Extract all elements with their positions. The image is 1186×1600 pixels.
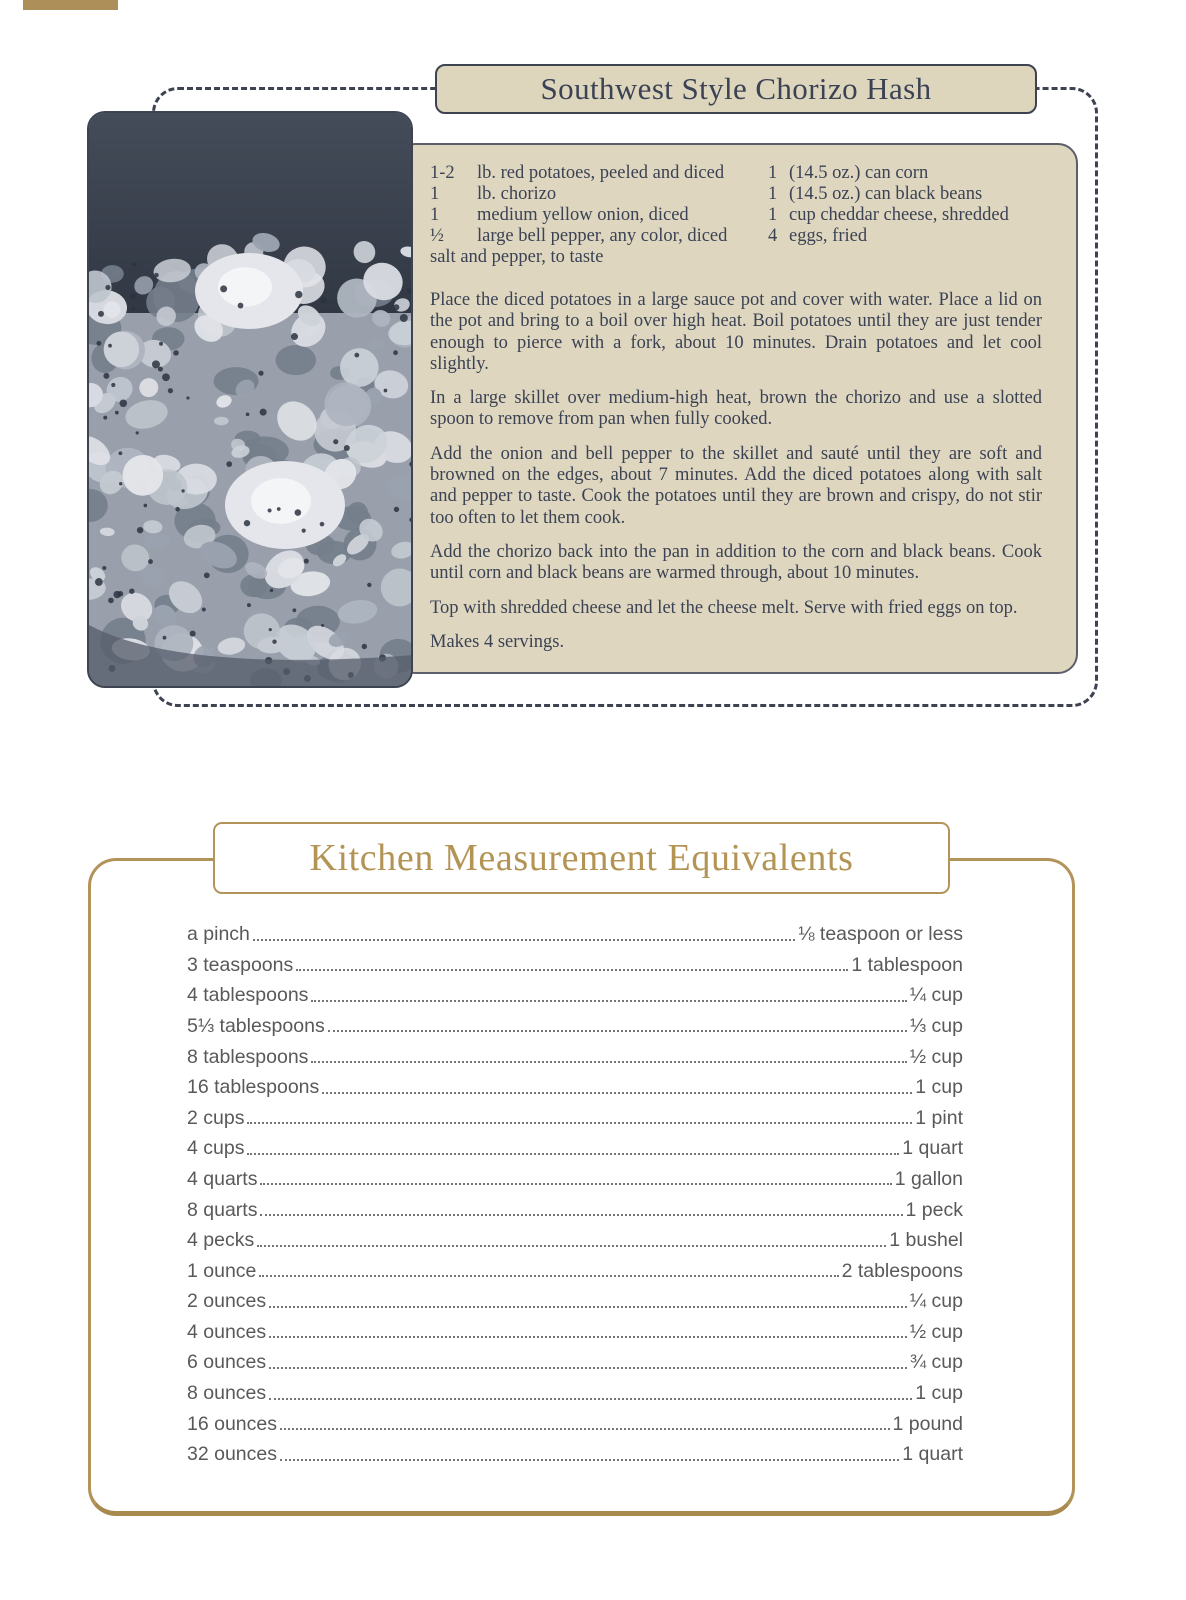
recipe-panel bbox=[395, 143, 1078, 674]
measurement-from: 6 ounces bbox=[187, 1351, 267, 1374]
measurement-row bbox=[187, 915, 963, 946]
measurement-to: 1 bushel bbox=[889, 1229, 963, 1252]
measurement-to: 2 tablespoons bbox=[841, 1259, 963, 1282]
measurement-to: 1 tablespoon bbox=[851, 953, 963, 976]
ingredient-qty: 1 bbox=[768, 205, 778, 225]
measurement-to: 1 peck bbox=[905, 1198, 963, 1221]
measurement-to: ½ cup bbox=[909, 1045, 963, 1068]
measurement-to: 1 pint bbox=[915, 1106, 963, 1129]
dot-leader bbox=[311, 1061, 906, 1063]
ingredient-item bbox=[768, 226, 1042, 247]
measurement-row bbox=[187, 1129, 963, 1160]
measurement-row bbox=[187, 1374, 963, 1405]
ingredient-qty: 1 bbox=[430, 184, 440, 204]
measurement-from: 2 cups bbox=[187, 1106, 245, 1129]
measurement-row bbox=[187, 1313, 963, 1344]
corner-accent-bar bbox=[23, 0, 118, 10]
measurement-to: 1 cup bbox=[915, 1382, 963, 1405]
measurement-to: 1 cup bbox=[915, 1076, 963, 1099]
measurement-from: 5⅓ tablespoons bbox=[187, 1014, 325, 1037]
ingredient-qty: 1 bbox=[768, 163, 778, 183]
recipe-title-box bbox=[435, 64, 1037, 114]
measurement-from: 2 ounces bbox=[187, 1290, 267, 1313]
measurement-from: 4 pecks bbox=[187, 1229, 255, 1252]
recipe-title: Southwest Style Chorizo Hash bbox=[540, 71, 932, 106]
ingredient-item bbox=[430, 163, 768, 184]
measurement-row bbox=[187, 1068, 963, 1099]
ingredient-qty: 1-2 bbox=[430, 163, 455, 183]
measurement-from: 8 tablespoons bbox=[187, 1045, 309, 1068]
ingredient-text: (14.5 oz.) can corn bbox=[789, 163, 929, 183]
recipe-photo-svg bbox=[89, 113, 413, 688]
measurement-to: ¾ cup bbox=[909, 1351, 963, 1374]
measurement-to: 1 quart bbox=[902, 1137, 963, 1160]
measurement-row bbox=[187, 1099, 963, 1130]
measurement-from: 4 cups bbox=[187, 1137, 245, 1160]
dot-leader bbox=[269, 1398, 912, 1400]
measurement-from: 8 ounces bbox=[187, 1382, 267, 1405]
measurement-to: 1 pound bbox=[892, 1412, 963, 1435]
dot-leader bbox=[247, 1122, 912, 1124]
dot-leader bbox=[296, 969, 848, 971]
ingredient-list bbox=[430, 163, 1042, 268]
ingredient-text: large bell pepper, any color, diced bbox=[477, 226, 728, 246]
dot-leader bbox=[269, 1336, 907, 1338]
dot-leader bbox=[260, 1214, 902, 1216]
recipe-step: Place the diced potatoes in a large sauce pot and cover with water. Place a lid on the pot and bring to a boil over high heat. Boil potatoes until they are just tender enough to pierce with a fork, about 10 minutes. Drain potatoes and let cool slightly. bbox=[430, 290, 1042, 374]
measurement-row bbox=[187, 1190, 963, 1221]
ingredient-item bbox=[430, 226, 768, 247]
measurement-to: ⅛ teaspoon or less bbox=[798, 923, 963, 946]
ingredient-qty: 4 bbox=[768, 226, 778, 246]
measurement-row bbox=[187, 1007, 963, 1038]
measurement-title: Kitchen Measurement Equivalents bbox=[309, 837, 854, 879]
measurement-to: ⅓ cup bbox=[909, 1014, 963, 1037]
ingredients-left bbox=[430, 163, 768, 268]
ingredient-item bbox=[768, 205, 1042, 226]
ingredient-text: lb. red potatoes, peeled and diced bbox=[477, 163, 725, 183]
measurement-to: 1 gallon bbox=[894, 1167, 963, 1190]
ingredient-qty: 1 bbox=[430, 205, 440, 225]
measurement-to: ¼ cup bbox=[909, 1290, 963, 1313]
recipe-step: Makes 4 servings. bbox=[430, 631, 565, 652]
measurement-title-box bbox=[213, 822, 950, 894]
measurement-row bbox=[187, 1435, 963, 1466]
ingredient-item bbox=[768, 184, 1042, 205]
measurement-from: 16 tablespoons bbox=[187, 1076, 320, 1099]
ingredient-qty: 1 bbox=[768, 184, 778, 204]
ingredients-right bbox=[768, 163, 1042, 268]
measurement-from: 8 quarts bbox=[187, 1198, 258, 1221]
ingredient-text: salt and pepper, to taste bbox=[430, 247, 604, 267]
measurement-from: 32 ounces bbox=[187, 1443, 277, 1466]
dot-leader bbox=[247, 1153, 899, 1155]
dot-leader bbox=[280, 1459, 899, 1461]
measurement-row bbox=[187, 946, 963, 977]
dot-leader bbox=[311, 1000, 906, 1002]
measurement-to: ½ cup bbox=[909, 1320, 963, 1343]
dot-leader bbox=[259, 1275, 838, 1277]
ingredient-text: medium yellow onion, diced bbox=[477, 205, 689, 225]
dot-leader bbox=[269, 1306, 907, 1308]
measurement-row bbox=[187, 1221, 963, 1252]
measurement-row bbox=[187, 1282, 963, 1313]
dot-leader bbox=[257, 1245, 886, 1247]
measurement-row bbox=[187, 1252, 963, 1283]
ingredient-item bbox=[430, 205, 768, 226]
measurement-from: 4 ounces bbox=[187, 1320, 267, 1343]
measurement-from: 16 ounces bbox=[187, 1412, 277, 1435]
measurement-from: 4 quarts bbox=[187, 1167, 258, 1190]
recipe-steps bbox=[430, 290, 1042, 653]
ingredient-item bbox=[430, 247, 768, 268]
measurement-to: ¼ cup bbox=[909, 984, 963, 1007]
ingredient-text: (14.5 oz.) can black beans bbox=[789, 184, 983, 204]
measurement-from: 3 teaspoons bbox=[187, 953, 294, 976]
measurement-row bbox=[187, 1343, 963, 1374]
measurement-to: 1 quart bbox=[902, 1443, 963, 1466]
dot-leader bbox=[280, 1428, 890, 1430]
measurement-row bbox=[187, 976, 963, 1007]
measurement-list bbox=[187, 915, 963, 1466]
measurement-from: 4 tablespoons bbox=[187, 984, 309, 1007]
recipe-step: Top with shredded cheese and let the cheese melt. Serve with fried eggs on top. bbox=[430, 597, 1018, 618]
recipe-step: Add the onion and bell pepper to the skillet and sauté until they are soft and browned on the edges, about 7 minutes. Add the diced potatoes along with salt and pepper to taste. Cook the potatoes until they are brown and crispy, do not stir too often to let them cook. bbox=[430, 443, 1042, 528]
ingredient-item bbox=[768, 163, 1042, 184]
ingredient-item bbox=[430, 184, 768, 205]
measurement-row bbox=[187, 1405, 963, 1436]
dot-leader bbox=[328, 1030, 907, 1032]
recipe-photo bbox=[87, 111, 413, 688]
measurement-from: a pinch bbox=[187, 923, 250, 946]
measurement-from: 1 ounce bbox=[187, 1259, 257, 1282]
measurement-row bbox=[187, 1160, 963, 1191]
dot-leader bbox=[322, 1092, 912, 1094]
ingredient-qty: ½ bbox=[430, 226, 444, 246]
measurement-row bbox=[187, 1037, 963, 1068]
dot-leader bbox=[253, 939, 795, 941]
ingredient-text: eggs, fried bbox=[789, 226, 868, 246]
recipe-step: In a large skillet over medium-high heat, brown the chorizo and use a slotted spoon to remove from pan when fully cooked. bbox=[430, 388, 1042, 430]
ingredient-text: cup cheddar cheese, shredded bbox=[789, 205, 1009, 225]
recipe-step: Add the chorizo back into the pan in addition to the corn and black beans. Cook until corn and black beans are warmed through, about 10 minutes. bbox=[430, 541, 1042, 584]
dot-leader bbox=[260, 1183, 891, 1185]
dot-leader bbox=[269, 1367, 907, 1369]
ingredient-text: lb. chorizo bbox=[477, 184, 557, 204]
